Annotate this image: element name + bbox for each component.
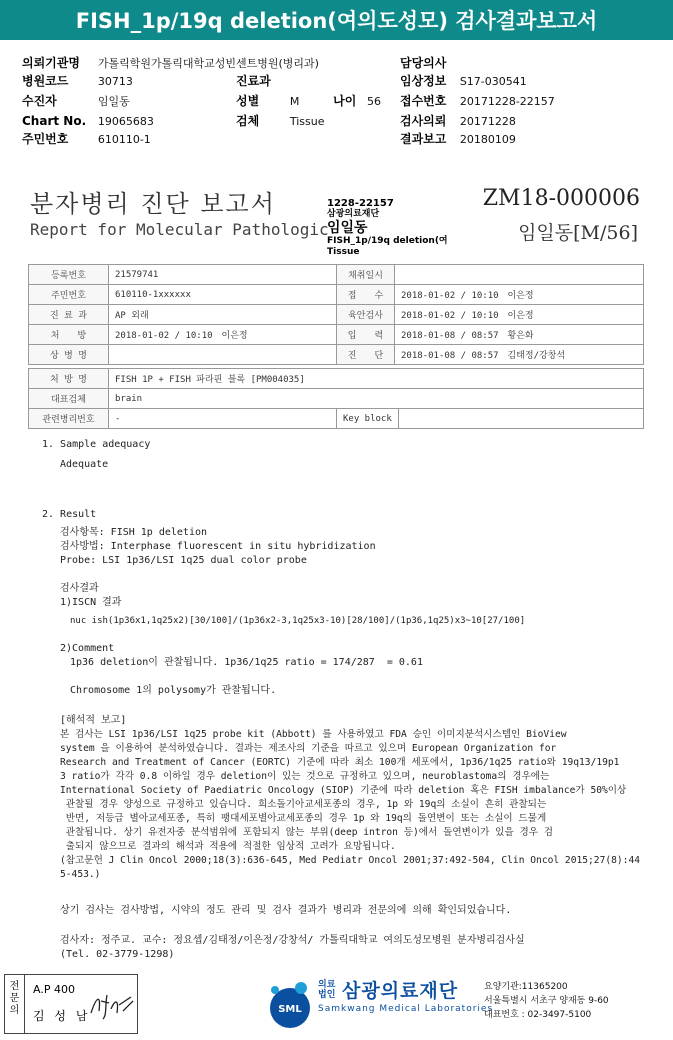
department-row bbox=[236, 72, 271, 91]
collect-value bbox=[395, 265, 644, 285]
age-label: 나이 bbox=[333, 94, 357, 108]
grid-order-label: 처 방 bbox=[29, 325, 109, 345]
reg-no-value: 21579741 bbox=[109, 265, 337, 285]
resident-row bbox=[22, 130, 151, 149]
sticker-specimen: Tissue bbox=[327, 247, 360, 257]
report-info-table bbox=[28, 264, 644, 365]
specialist-label-text bbox=[5, 981, 24, 1017]
ap-label: A.P 400 bbox=[33, 983, 75, 996]
hospital-code-label: 병원코드 bbox=[22, 74, 69, 88]
table-row bbox=[29, 265, 644, 285]
section-2-title: 2. Result bbox=[42, 509, 97, 520]
grid-gross-label: 육안검사 bbox=[337, 305, 395, 325]
grid-keyblock-label: Key block bbox=[337, 409, 399, 429]
grid-dept-label: 진 료 과 bbox=[29, 305, 109, 325]
specialist-label-char: 전 bbox=[9, 981, 20, 992]
interpretation-text bbox=[60, 728, 640, 882]
interpretation-line: 출되지 않으므로 결과의 해석과 적용에 적절한 임상적 고려가 요망됩니다. bbox=[60, 841, 396, 852]
institution-row bbox=[22, 54, 319, 73]
section-1-value: Adequate bbox=[60, 459, 109, 470]
physician-row bbox=[400, 54, 456, 73]
confirmation: 상기 검사는 검사방법, 시약의 정도 관리 및 검사 결과가 병리과 전문의에 의해 확인되었습니다. bbox=[60, 905, 512, 916]
section-1-title: 1. Sample adequacy bbox=[42, 439, 151, 450]
specialist-label-char: 의 bbox=[9, 1005, 20, 1016]
interpretation-line: system 을 이용하여 분석하였습니다. 결과는 제조사의 기준을 따르고 있으며 European Organization for bbox=[60, 743, 557, 754]
report-title: FISH_1p/19q deletion(여의도성모) 검사결과보고서 bbox=[75, 9, 598, 33]
table-row bbox=[29, 389, 644, 409]
clinical-label: 임상정보 bbox=[400, 74, 447, 88]
grid-diag-value: 2018-01-08 / 08:57 김태정/강창석 bbox=[395, 345, 644, 365]
resident-label: 주민번호 bbox=[22, 132, 69, 146]
org-english-name: Samkwang Medical Laboratories bbox=[318, 1004, 494, 1014]
grid-order-value: 2018-01-02 / 10:10 이은정 bbox=[109, 325, 337, 345]
comment-2: Chromosome 1의 polysomy가 관찰됩니다. bbox=[70, 685, 277, 696]
report-title-bar bbox=[0, 0, 673, 40]
grid-diag-label: 진 단 bbox=[337, 345, 395, 365]
clinical-value: S17-030541 bbox=[459, 75, 527, 88]
specimen-sticker bbox=[327, 198, 462, 258]
chart-value: 19065683 bbox=[97, 115, 154, 128]
report-id: ZM18-000006 bbox=[482, 186, 640, 211]
resident-value: 610110-1 bbox=[97, 133, 151, 146]
grid-related-label: 관련병리번호 bbox=[29, 409, 109, 429]
specialist-label bbox=[5, 975, 25, 1033]
grid-main-spec-value: brain bbox=[109, 389, 644, 409]
report-date-row bbox=[400, 130, 516, 149]
table-row bbox=[29, 369, 644, 389]
sticker-test: FISH_1p/19q deletion(여 bbox=[327, 236, 448, 246]
grid-order2-label: 처 방 명 bbox=[29, 369, 109, 389]
sticker-code: 1228-22157 bbox=[327, 198, 394, 209]
interpretation-line: 반면, 저등급 별아교세포종, 특히 팽대세포별아교세포종의 경우 1p 와 19q의 돌연변이 또는 소실이 드물게 bbox=[60, 813, 547, 824]
physician-label: 담당의사 bbox=[400, 56, 447, 70]
table-row bbox=[29, 325, 644, 345]
address: 서울특별시 서초구 양재동 9-60 bbox=[484, 996, 609, 1006]
grid-gross-value: 2018-01-02 / 10:10 이은정 bbox=[395, 305, 644, 325]
pathologist-box bbox=[4, 974, 138, 1034]
collect-label: 채취일시 bbox=[337, 265, 395, 285]
test-method: 검사방법: Interphase fluorescent in situ hybridization bbox=[60, 541, 376, 552]
report-patient-name: 임일동[M/56] bbox=[518, 222, 638, 244]
grid-dx-label: 상 병 명 bbox=[29, 345, 109, 365]
grid-resident-value: 610110-1xxxxxx bbox=[109, 285, 337, 305]
sticker-org: 삼광의료재단 bbox=[327, 209, 380, 219]
corp-label-1: 의료 bbox=[318, 980, 336, 990]
clinical-row bbox=[400, 72, 527, 91]
grid-input-label: 입 력 bbox=[337, 325, 395, 345]
sex-value: M bbox=[289, 95, 300, 108]
interpretation-line: 5-453.) bbox=[60, 869, 101, 880]
sml-logo-icon bbox=[265, 978, 315, 1032]
interpretation-line: 3 ratio가 각각 0.8 이하일 경우 deletion이 있는 것으로 규정하고 있으며, neuroblastoma의 경우에는 bbox=[60, 771, 550, 782]
specimen-row bbox=[236, 112, 324, 131]
sex-row bbox=[236, 92, 381, 111]
institution-value: 가톨릭학원가톨릭대학교성빈센트병원(병리과) bbox=[97, 57, 319, 70]
telephone: (Tel. 02-3779-1298) bbox=[60, 949, 175, 960]
report-date-value: 20180109 bbox=[459, 133, 516, 146]
grid-related-value: - bbox=[109, 409, 337, 429]
result-heading: 검사결과 bbox=[60, 583, 99, 594]
interpretation-line: 관찰될 경우 양성으로 규정하고 있습니다. 희소돌기아교세포종의 경우, 1p 와 19q의 소실이 흔히 관찰되는 bbox=[60, 799, 547, 810]
iscn-heading: 1)ISCN 결과 bbox=[60, 597, 122, 608]
table-row bbox=[29, 409, 644, 429]
interpretation-heading: [해석적 보고] bbox=[60, 715, 127, 726]
specialist-label-char: 문 bbox=[9, 993, 20, 1004]
grid-dept-value: AP 외래 bbox=[109, 305, 337, 325]
grid-keyblock-value bbox=[398, 409, 643, 429]
scanned-report bbox=[2, 176, 670, 966]
request-label: 검사의뢰 bbox=[400, 114, 447, 128]
grid-dx-value bbox=[109, 345, 337, 365]
corp-label-2: 법인 bbox=[318, 990, 336, 1000]
request-row bbox=[400, 112, 516, 131]
org-name: 삼광의료재단 bbox=[342, 980, 459, 1002]
institution-label: 의뢰기관명 bbox=[22, 56, 80, 70]
specimen-label: 검체 bbox=[236, 114, 260, 128]
org-contact bbox=[484, 980, 609, 1022]
table-row bbox=[29, 305, 644, 325]
specimen-value: Tissue bbox=[289, 115, 325, 128]
report-order-table bbox=[28, 368, 644, 429]
sml-logo-text: SML bbox=[278, 1004, 302, 1015]
request-value: 20171228 bbox=[459, 115, 516, 128]
grid-main-spec-label: 대표검체 bbox=[29, 389, 109, 409]
signature-icon bbox=[89, 991, 135, 1021]
table-row bbox=[29, 285, 644, 305]
department-label: 진료과 bbox=[236, 74, 271, 88]
interpretation-line: (참고문헌 J Clin Oncol 2000;18(3):636-645, Med Pediatr Oncol 2001;37:492-504, Clin Oncol 2015;27(8):44 bbox=[60, 855, 641, 866]
sticker-name: 임일동 bbox=[327, 220, 368, 236]
interpretation-line: 본 검사는 LSI 1p36/LSI 1q25 probe kit (Abbott) 를 사용하였고 FDA 승인 이미지분석시스템인 BioView bbox=[60, 729, 567, 740]
comment-heading: 2)Comment bbox=[60, 643, 115, 654]
interpretation-line: 관찰됩니다. 상기 유전자중 분석범위에 포함되지 않는 부위(deep intron 등)에서 돌연변이가 있을 경우 검 bbox=[60, 827, 554, 838]
interpretation-line: International Society of Paediatric Oncology (SIOP) 기준에 따라 deletion 혹은 FISH imbalance가 50%이상 bbox=[60, 785, 627, 796]
patient-label: 수진자 bbox=[22, 94, 57, 108]
hospital-code-row bbox=[22, 72, 133, 91]
age-value: 56 bbox=[366, 95, 381, 108]
report-title-korean: 분자병리 진단 보고서 bbox=[30, 190, 276, 218]
grid-receipt-value: 2018-01-02 / 10:10 이은정 bbox=[395, 285, 644, 305]
table-row bbox=[29, 345, 644, 365]
grid-input-value: 2018-01-08 / 08:57 황은화 bbox=[395, 325, 644, 345]
probe: Probe: LSI 1p36/LSI 1q25 dual color probe bbox=[60, 555, 307, 566]
chart-label: Chart No. bbox=[22, 114, 87, 128]
reg-no-label: 등록번호 bbox=[29, 265, 109, 285]
receipt-label: 접수번호 bbox=[400, 94, 447, 108]
patient-value: 임일동 bbox=[97, 95, 130, 108]
test-item: 검사항목: FISH 1p deletion bbox=[60, 527, 208, 538]
interpretation-line: Research and Treatment of Cancer (EORTC) 기준에 따라 최소 100개 세포에서, 1p36/1q25 ratio와 19q13/19p1 bbox=[60, 757, 620, 768]
phone-number: 대표번호 : 02-3497-5100 bbox=[484, 1010, 592, 1020]
report-title-english: Report for Molecular Pathologic bbox=[30, 220, 329, 239]
examiner: 검사자: 정주교. 교수: 정요셉/김태정/이은정/강창석/ 가톨릭대학교 여의도성모병원 분자병리검사실 bbox=[60, 935, 525, 946]
patient-row bbox=[22, 92, 130, 111]
doctor-name: 김 성 남 bbox=[33, 1009, 91, 1023]
iscn-result: nuc ish(1p36x1,1q25x2)[30/100]/(1p36x2-3,1q25x3-10)[28/100]/(1p36,1q25)x3~10[27/100] bbox=[70, 616, 526, 626]
report-date-label: 결과보고 bbox=[400, 132, 447, 146]
comment-1: 1p36 deletion이 관찰됩니다. 1p36/1q25 ratio = 174/287 = 0.61 bbox=[70, 657, 423, 668]
corp-label bbox=[318, 980, 335, 1000]
grid-order2-value: FISH 1P + FISH 파라핀 블록 [PM004035] bbox=[109, 369, 644, 389]
receipt-value: 20171228-22157 bbox=[459, 95, 555, 108]
grid-resident-label: 주민번호 bbox=[29, 285, 109, 305]
grid-receipt-label: 접 수 bbox=[337, 285, 395, 305]
hospital-code-value: 30713 bbox=[97, 75, 133, 88]
chart-row bbox=[22, 112, 154, 131]
receipt-row bbox=[400, 92, 555, 111]
license-number: 요양기관:11365200 bbox=[484, 982, 568, 992]
sex-label: 성별 bbox=[236, 94, 260, 108]
